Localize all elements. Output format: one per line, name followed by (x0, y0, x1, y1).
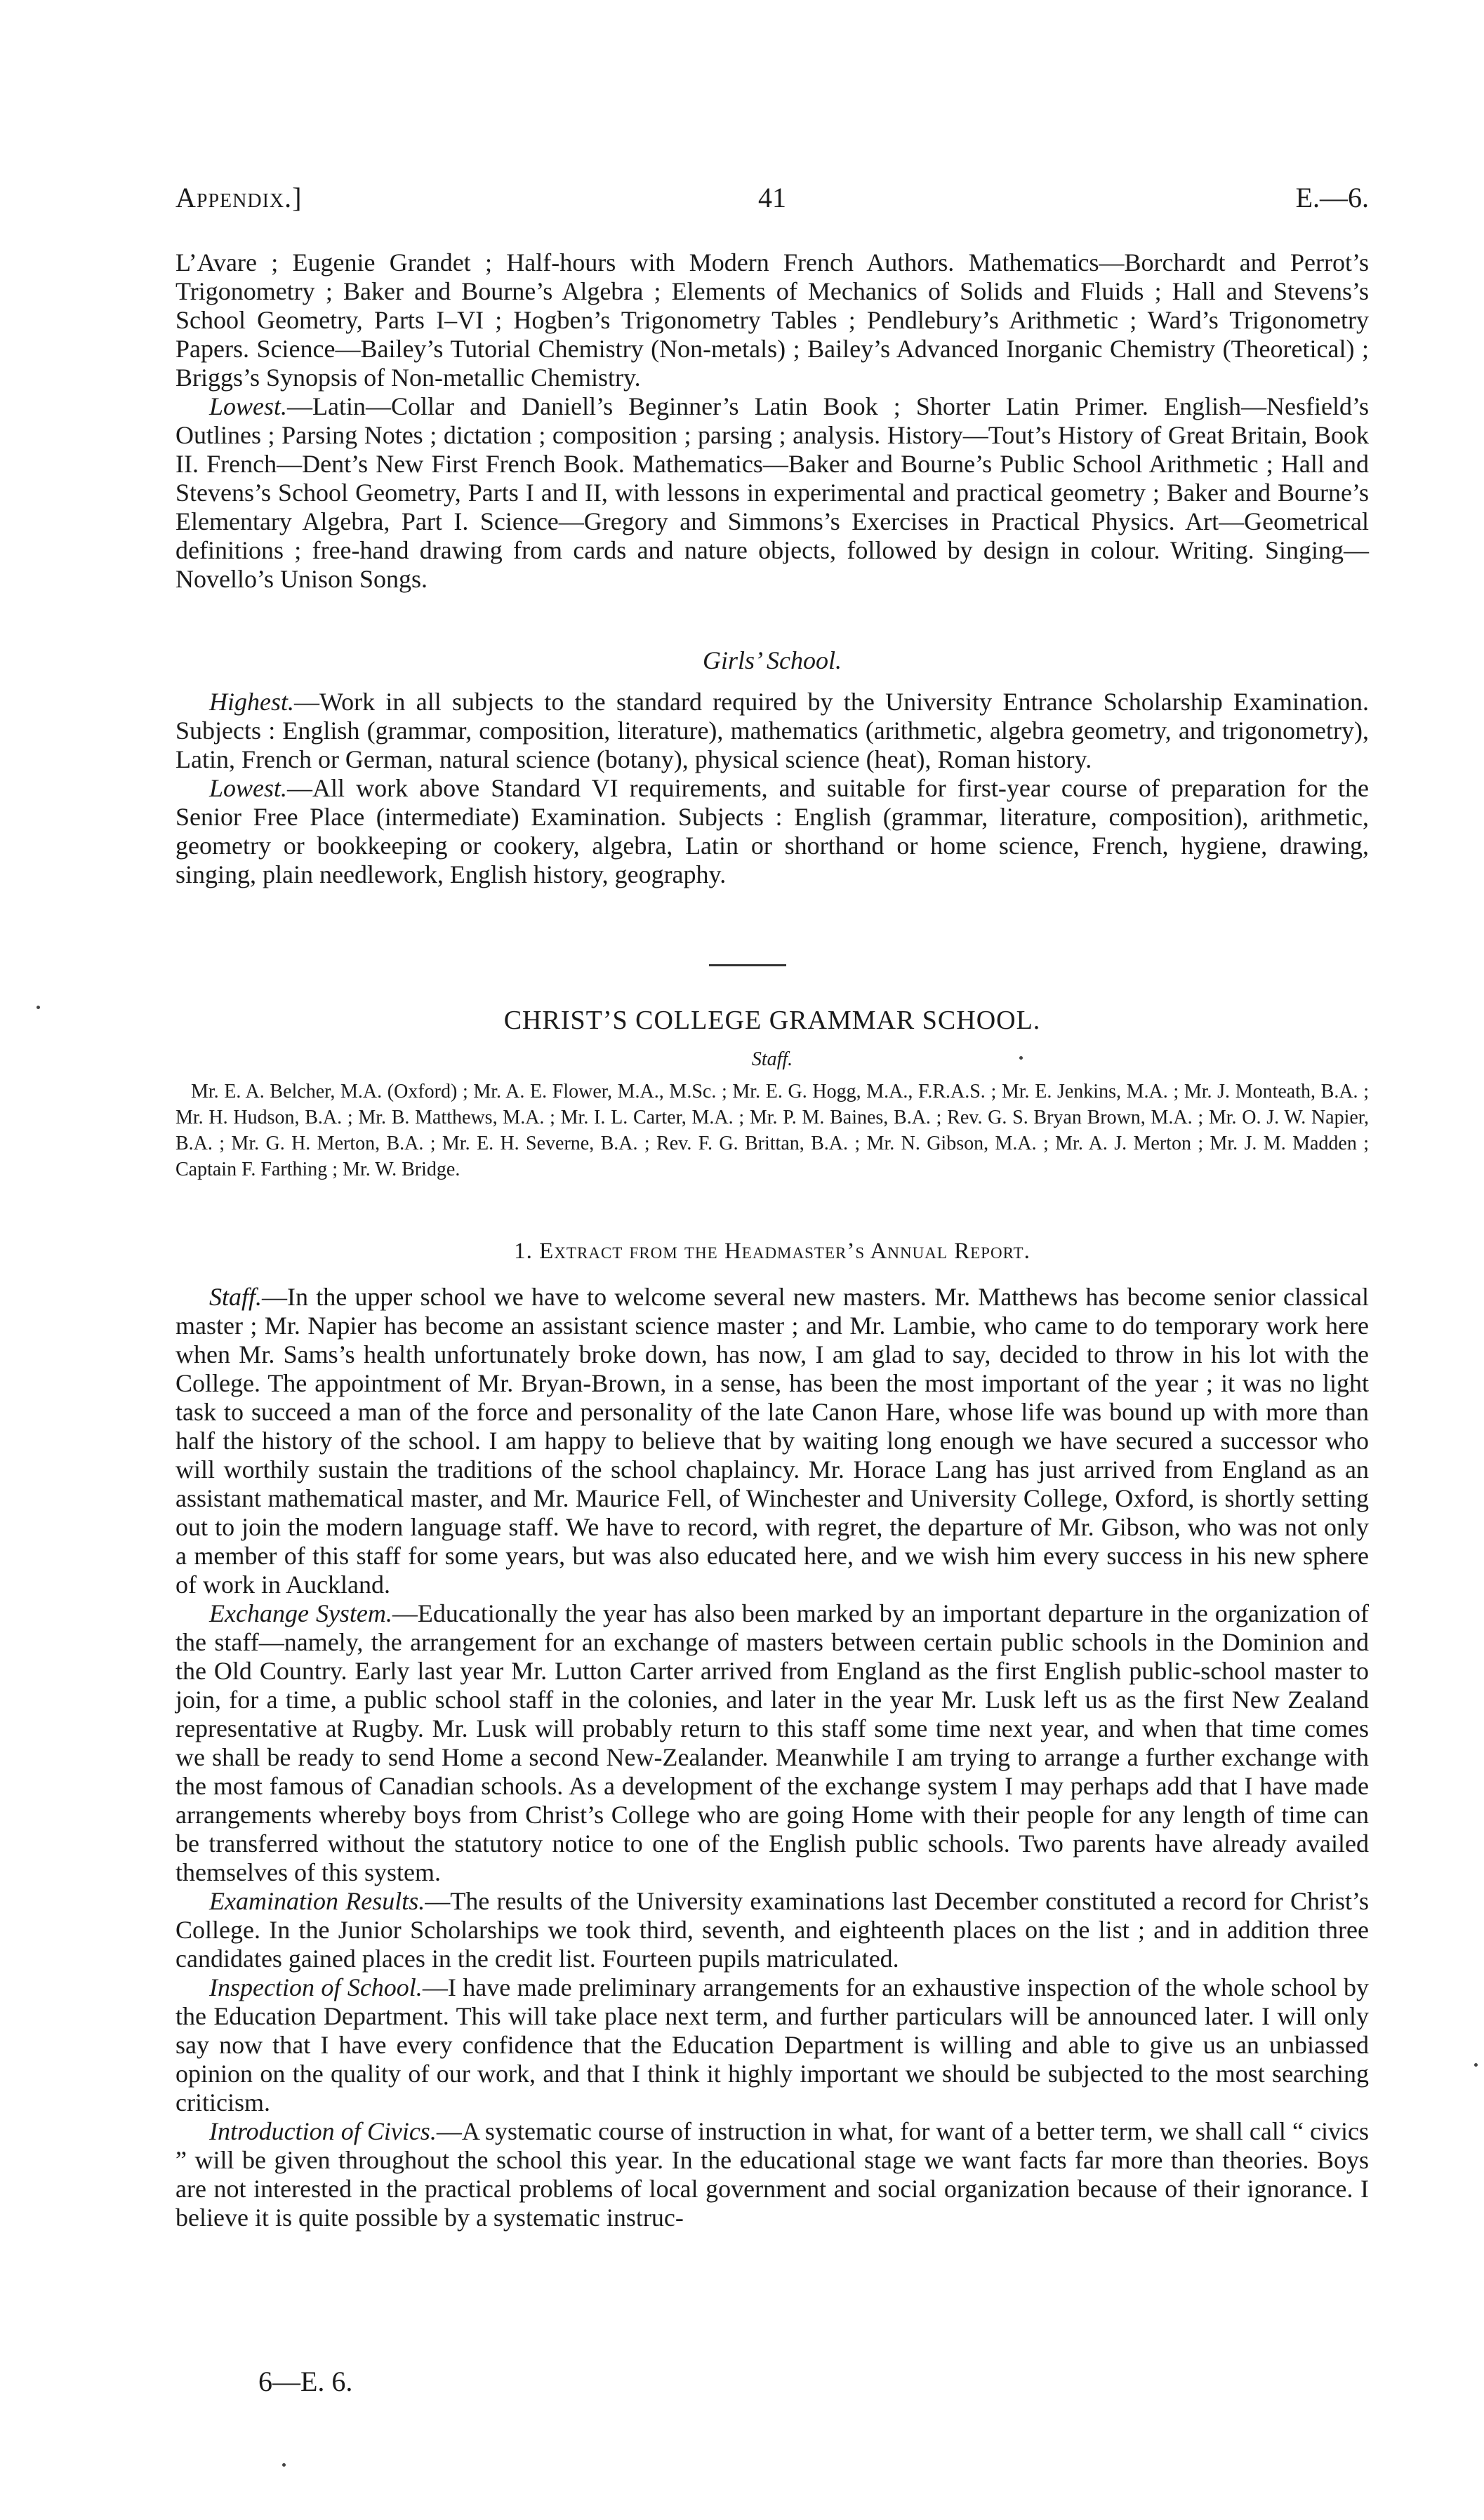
section-divider (709, 964, 786, 966)
report-staff-text: —In the upper school we have to welcome several new masters. Mr. Matthews has become senior classical master ; Mr. Napier has become an assistant science master ; and Mr. Lambie, who came to do temporary work here when Mr. Sams’s health unfortunately broke down, has now, I am glad to say, decided to throw in his lot with the College. The appointment of Mr. Bryan-Brown, in a sense, has been the most important of the year ; it was no light task to succeed a man of the force and personality of the late Canon Hare, whose life was bound up with more than half the history of the school. I am happy to believe that by waiting long enough we have secured a successor who will worthily sustain the traditions of the school chaplaincy. Mr. Horace Lang has just arrived from England as an assistant mathematical master, and Mr. Maurice Fell, of Winchester and University College, Oxford, is shortly setting out to join the modern language staff. We have to record, with regret, the departure of Mr. Gibson, who was not only a member of this staff for some years, but was also educated here, and we wish him every success in his new sphere of work in Auckland. (175, 1283, 1369, 1599)
signature-mark: 6—E. 6. (258, 2366, 353, 2397)
girls-lowest-text: —All work above Standard VI requirements, and suitable for first-year course of preparation for the Senior Free Place (intermediate) Examination. Subjects : English (grammar, literature, composition), arithmetic, geometry or bookkeeping or cookery, algebra, Latin or shorthand or home science, French, hygiene, drawing, singing, plain needlework, English history, geography. (175, 774, 1369, 888)
staff-heading: Staff. (751, 1048, 793, 1070)
speck-mark (1474, 2063, 1478, 2067)
running-header (175, 181, 1369, 230)
report-inspection-text: —I have made preliminary arrangements for an exhaustive inspection of the whole school by the Education Department. This will take place next term, and further particulars will be announced later. I will only say now that I have every confidence that the Education Department is willing and able to give us an unbiassed opinion on the quality of our work, and that I think it highly important we should be subjected to the most searching criticism. (175, 1973, 1369, 2116)
report-exam-text: —The results of the University examinations last December constituted a record for Christ’s College. In the Junior Scholarships we took third, seventh, and eighteenth places on the list ; and in addition three candidates gained places in the credit list. Fourteen pupils matriculated. (175, 1887, 1369, 1973)
report-exchange-text: —Educationally the year has also been marked by an important departure in the organization of the staff—namely, the arrangement for an exchange of masters between certain public schools in the Dominion and the Old Country. Early last year Mr. Lutton Carter arrived from England as the first English public-school master to join, for a time, a public school staff in the colonies, and later in the year Mr. Lusk left us as the first New Zealand representative at Rugby. Mr. Lusk will probably return to this staff some time next year, and when that time comes we shall be ready to send Home a second New-Zealander. Meanwhile I am trying to arrange a further exchange with the most famous of Canadian schools. As a development of the exchange system I may perhaps add that I have made arrangements whereby boys from Christ’s College who are going Home with their people for any length of time can be transferred without the statutory notice to one of the English public schools. Two parents have already availed themselves of this system. (175, 1599, 1369, 1886)
staff-list: Mr. E. A. Belcher, M.A. (Oxford) ; Mr. A. E. Flower, M.A., M.Sc. ; Mr. E. G. Hogg, M.A., F.R.A.S. ; Mr. E. Jenkins, M.A. ; Mr. J. Monteath, B.A. ; Mr. H. Hudson, B.A. ; Mr. B. Matthews, M.A. ; Mr. I. L. Carter, M.A. ; Mr. P. M. Baines, B.A. ; Rev. G. S. Bryan Brown, M.A. ; Mr. O. J. W. Napier, B.A. ; Mr. G. H. Merton, B.A. ; Mr. E. H. Severne, B.A. ; Rev. F. G. Brittan, B.A. ; Mr. N. Gibson, M.A. ; Mr. A. J. Merton ; Mr. J. M. Madden ; Captain F. Farthing ; Mr. W. Bridge. (175, 1081, 1369, 1180)
college-title: CHRIST’S COLLEGE GRAMMAR SCHOOL. (503, 1006, 1041, 1035)
girls-lowest-label: Lowest. (209, 774, 288, 802)
girls-school-heading: Girls’ School. (703, 646, 842, 674)
lowest-label: Lowest. (209, 392, 288, 420)
report-exchange-label: Exchange System. (209, 1599, 392, 1627)
highest-curriculum-continued: L’Avare ; Eugenie Grandet ; Half-hours with Modern French Authors. Mathematics—Borchardt and Perrot’s Trigonometry ; Baker and Bourne’s Algebra ; Elements of Mechanics of Solids and Fluids ; Hall and Stevens’s School Geometry, Parts I–VI ; Hogben’s Trigonometry Tables ; Pendlebury’s Arithmetic ; Ward’s Trigonometry Papers. Science—Bailey’s Tutorial Chemistry (Non-metals) ; Bailey’s Advanced Inorganic Chemistry (Theoretical) ; Briggs’s Synopsis of Non-metallic Chemistry. (175, 248, 1369, 392)
page-number: 41 (758, 182, 786, 213)
report-civics-paragraph (175, 2117, 1369, 2232)
girls-highest-paragraph (175, 688, 1369, 774)
lowest-text: —Latin—Collar and Daniell’s Beginner’s Latin Book ; Shorter Latin Primer. English—Nesfield’s Outlines ; Parsing Notes ; dictation ; composition ; parsing ; analysis. History—Tout’s History of Great Britain, Book II. French—Dent’s New First French Book. Mathematics—Baker and Bourne’s Public School Arithmetic ; Hall and Stevens’s School Geometry, Parts I and II, with lessons in experimental and practical geometry ; Baker and Bourne’s Elementary Algebra, Part I. Science—Gregory and Simmons’s Exercises in Practical Physics. Art—Geometrical definitions ; free-hand drawing from cards and nature objects, followed by design in colour. Writing. Singing—Novello’s Unison Songs. (175, 392, 1369, 593)
girls-curriculum-block (175, 688, 1369, 889)
lowest-curriculum-paragraph (175, 392, 1369, 594)
girls-lowest-paragraph (175, 774, 1369, 889)
extract-heading: 1. Extract from the Headmaster’s Annual Report. (514, 1239, 1031, 1264)
report-staff-paragraph (175, 1283, 1369, 1599)
header-appendix: Appendix.] (175, 182, 303, 213)
report-civics-label: Introduction of Civics. (209, 2117, 437, 2145)
report-civics-text: —A systematic course of instruction in what, for want of a better term, we shall call “ civics ” will be given throughout the school this year. In the educational stage we want facts far more than theories. Boys are not interested in the practical problems of local government and social organization because of their ignorance. I believe it is quite possible by a systematic instruc- (175, 2117, 1369, 2232)
report-exam-paragraph (175, 1887, 1369, 1973)
girls-highest-label: Highest. (209, 688, 294, 716)
speck-mark (282, 2463, 286, 2467)
speck-mark (1019, 1056, 1023, 1060)
speck-mark (37, 1006, 40, 1009)
report-inspection-paragraph (175, 1973, 1369, 2117)
boys-curriculum-block (175, 248, 1369, 594)
report-inspection-label: Inspection of School. (209, 1973, 423, 2001)
header-report-code: E.—6. (1295, 182, 1369, 213)
report-exam-label: Examination Results. (209, 1887, 425, 1915)
headmaster-report (175, 1283, 1369, 2232)
report-staff-label: Staff. (209, 1283, 263, 1311)
report-exchange-paragraph (175, 1599, 1369, 1887)
girls-highest-text: —Work in all subjects to the standard required by the University Entrance Scholarship Examination. Subjects : English (grammar, composition, literature), mathematics (arithmetic, algebra geometry, and trigonometry), Latin, French or German, natural science (botany), physical science (heat), Roman history. (175, 688, 1369, 773)
